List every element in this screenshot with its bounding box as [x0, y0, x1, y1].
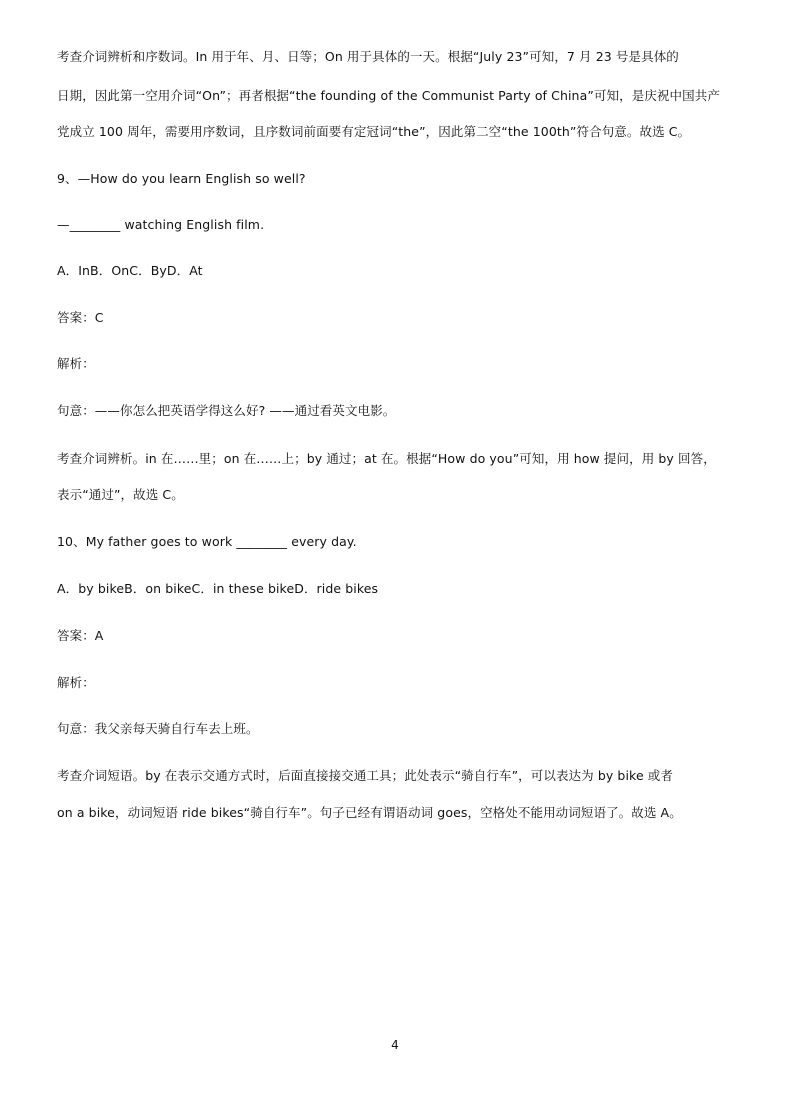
- q9-question: 9、—How do you learn English so well?: [57, 171, 306, 186]
- q9-analysis-label: 解析：: [57, 356, 95, 371]
- q9-answer: 答案：C: [57, 310, 104, 325]
- q10-translation: 句意：我父亲每天骑自行车去上班。: [57, 721, 259, 736]
- q10-explanation-line-1: 考查介词短语。by 在表示交通方式时，后面直接接交通工具；此处表示“骑自行车”，可以表达为 by bike 或者: [57, 768, 674, 783]
- q9-translation: 句意：——你怎么把英语学得这么好? ——通过看英文电影。: [57, 403, 396, 418]
- q10-explanation-line-2: on a bike，动词短语 ride bikes“骑自行车”。句子已经有谓语动词 goes，空格处不能用动词短语了。故选 A。: [57, 805, 682, 820]
- q9-explanation-line-2: 表示“通过”，故选 C。: [57, 487, 184, 502]
- q8-analysis-line-1: 考查介词辨析和序数词。In 用于年、月、日等；On 用于具体的一天。根据“July 23”可知，7 月 23 号是具体的: [57, 49, 679, 64]
- q10-question: 10、My father goes to work ________ every day.: [57, 534, 357, 549]
- q8-analysis-line-3: 党成立 100 周年，需要用序数词，且序数词前面要有定冠词“the”，因此第二空“the 100th”符合句意。故选 C。: [57, 124, 691, 139]
- q9-options: A．InB．OnC．ByD．At: [57, 263, 203, 278]
- page-number: 4: [391, 1038, 399, 1052]
- q8-analysis-line-2: 日期，因此第一空用介词“On”；再者根据“the founding of the Communist Party of China”可知，是庆祝中国共产: [57, 88, 720, 103]
- q10-options: A．by bikeB．on bikeC．in these bikeD．ride bikes: [57, 581, 379, 596]
- q10-answer: 答案：A: [57, 628, 104, 643]
- q9-response-line: —________ watching English film.: [57, 217, 265, 232]
- q9-explanation-line-1: 考查介词辨析。in 在……里；on 在……上；by 通过；at 在。根据“How do you”可知，用 how 提问，用 by 回答，: [57, 451, 716, 466]
- q10-analysis-label: 解析：: [57, 675, 95, 690]
